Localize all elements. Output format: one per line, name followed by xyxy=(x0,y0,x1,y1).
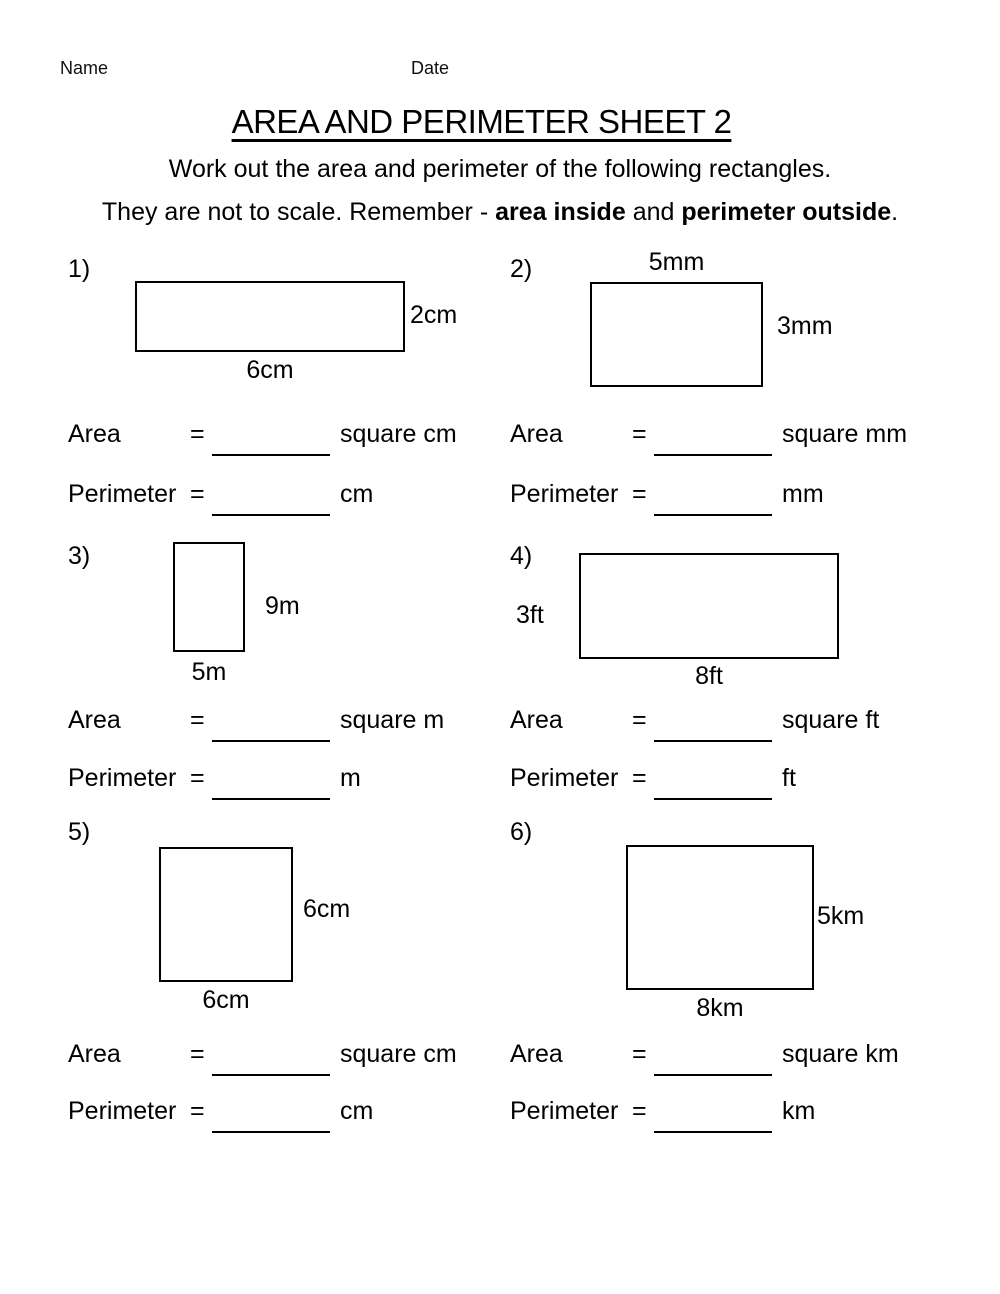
equals-sign: = xyxy=(632,706,647,734)
problem-5-area-unit: square cm xyxy=(340,1040,457,1068)
problem-6-height-label: 5km xyxy=(817,902,865,930)
problem-6-area-unit: square km xyxy=(782,1040,899,1068)
perimeter-label: Perimeter xyxy=(68,1097,177,1125)
equals-sign: = xyxy=(632,1040,647,1068)
problem-2-number: 2) xyxy=(510,255,533,283)
instruction-line-1: Work out the area and perimeter of the following rectangles. xyxy=(168,155,832,183)
perimeter-label: Perimeter xyxy=(510,480,619,508)
equals-sign: = xyxy=(190,706,205,734)
problem-5-number: 5) xyxy=(68,818,91,846)
problem-2-width-label: 5mm xyxy=(648,248,705,276)
instruction-perimeter-outside: perimeter outside xyxy=(681,198,892,226)
perimeter-label: Perimeter xyxy=(510,1097,619,1125)
instruction-area-inside: area inside xyxy=(495,198,626,226)
problem-4-perimeter-answer-blank[interactable] xyxy=(654,768,772,800)
problem-1-width-label: 6cm xyxy=(246,356,294,384)
problem-2-perimeter-unit: mm xyxy=(782,480,824,508)
problem-3-rectangle xyxy=(173,542,245,652)
instruction-period: . xyxy=(891,198,899,226)
equals-sign: = xyxy=(632,480,647,508)
name-field-label: Name xyxy=(60,58,109,78)
area-label: Area xyxy=(68,706,121,734)
problem-1-number: 1) xyxy=(68,255,91,283)
area-label: Area xyxy=(510,420,563,448)
instruction-line-2 xyxy=(0,198,1000,227)
problem-1-area-unit: square cm xyxy=(340,420,457,448)
perimeter-label: Perimeter xyxy=(68,764,177,792)
problem-3-width-label: 5m xyxy=(191,658,227,686)
problem-4-height-label: 3ft xyxy=(516,601,544,629)
problem-2-area-answer-blank[interactable] xyxy=(654,424,772,456)
problem-2-area-unit: square mm xyxy=(782,420,908,448)
equals-sign: = xyxy=(190,1040,205,1068)
equals-sign: = xyxy=(190,480,205,508)
problem-5-area-answer-blank[interactable] xyxy=(212,1044,330,1076)
problem-2-height-label: 3mm xyxy=(777,312,833,340)
problem-6-number: 6) xyxy=(510,818,533,846)
problem-5-perimeter-unit: cm xyxy=(340,1097,374,1125)
area-label: Area xyxy=(68,1040,121,1068)
page-title: AREA AND PERIMETER SHEET 2 xyxy=(231,103,732,140)
problem-3-number: 3) xyxy=(68,542,91,570)
problem-4-area-unit: square ft xyxy=(782,706,880,734)
instruction-line-2-prefix: They are not to scale. Remember - xyxy=(101,198,496,226)
equals-sign: = xyxy=(632,1097,647,1125)
problem-3-perimeter-unit: m xyxy=(340,764,361,792)
problem-1-rectangle xyxy=(135,281,405,352)
problem-4-width-label: 8ft xyxy=(695,662,723,690)
problem-3-perimeter-answer-blank[interactable] xyxy=(212,768,330,800)
problem-1-area-answer-blank[interactable] xyxy=(212,424,330,456)
instruction-and: and xyxy=(625,198,682,226)
area-label: Area xyxy=(510,1040,563,1068)
equals-sign: = xyxy=(190,420,205,448)
problem-6-perimeter-unit: km xyxy=(782,1097,816,1125)
area-label: Area xyxy=(510,706,563,734)
perimeter-label: Perimeter xyxy=(510,764,619,792)
problem-6-width-label: 8km xyxy=(696,994,744,1022)
problem-5-height-label: 6cm xyxy=(303,895,351,923)
problem-3-height-label: 9m xyxy=(265,592,300,620)
problem-5-perimeter-answer-blank[interactable] xyxy=(212,1101,330,1133)
problem-5-rectangle xyxy=(159,847,293,982)
equals-sign: = xyxy=(632,764,647,792)
problem-4-rectangle xyxy=(579,553,839,659)
problem-1-perimeter-answer-blank[interactable] xyxy=(212,484,330,516)
problem-6-rectangle xyxy=(626,845,814,990)
problem-1-height-label: 2cm xyxy=(410,301,458,329)
problem-2-perimeter-answer-blank[interactable] xyxy=(654,484,772,516)
problem-4-area-answer-blank[interactable] xyxy=(654,710,772,742)
problem-1-perimeter-unit: cm xyxy=(340,480,374,508)
problem-3-area-unit: square m xyxy=(340,706,445,734)
problem-4-number: 4) xyxy=(510,542,533,570)
area-label: Area xyxy=(68,420,121,448)
problem-6-perimeter-answer-blank[interactable] xyxy=(654,1101,772,1133)
problem-5-width-label: 6cm xyxy=(202,986,250,1014)
problem-2-rectangle xyxy=(590,282,763,387)
equals-sign: = xyxy=(632,420,647,448)
equals-sign: = xyxy=(190,1097,205,1125)
perimeter-label: Perimeter xyxy=(68,480,177,508)
equals-sign: = xyxy=(190,764,205,792)
date-field-label: Date xyxy=(411,58,450,78)
problem-6-area-answer-blank[interactable] xyxy=(654,1044,772,1076)
problem-3-area-answer-blank[interactable] xyxy=(212,710,330,742)
problem-4-perimeter-unit: ft xyxy=(782,764,796,792)
